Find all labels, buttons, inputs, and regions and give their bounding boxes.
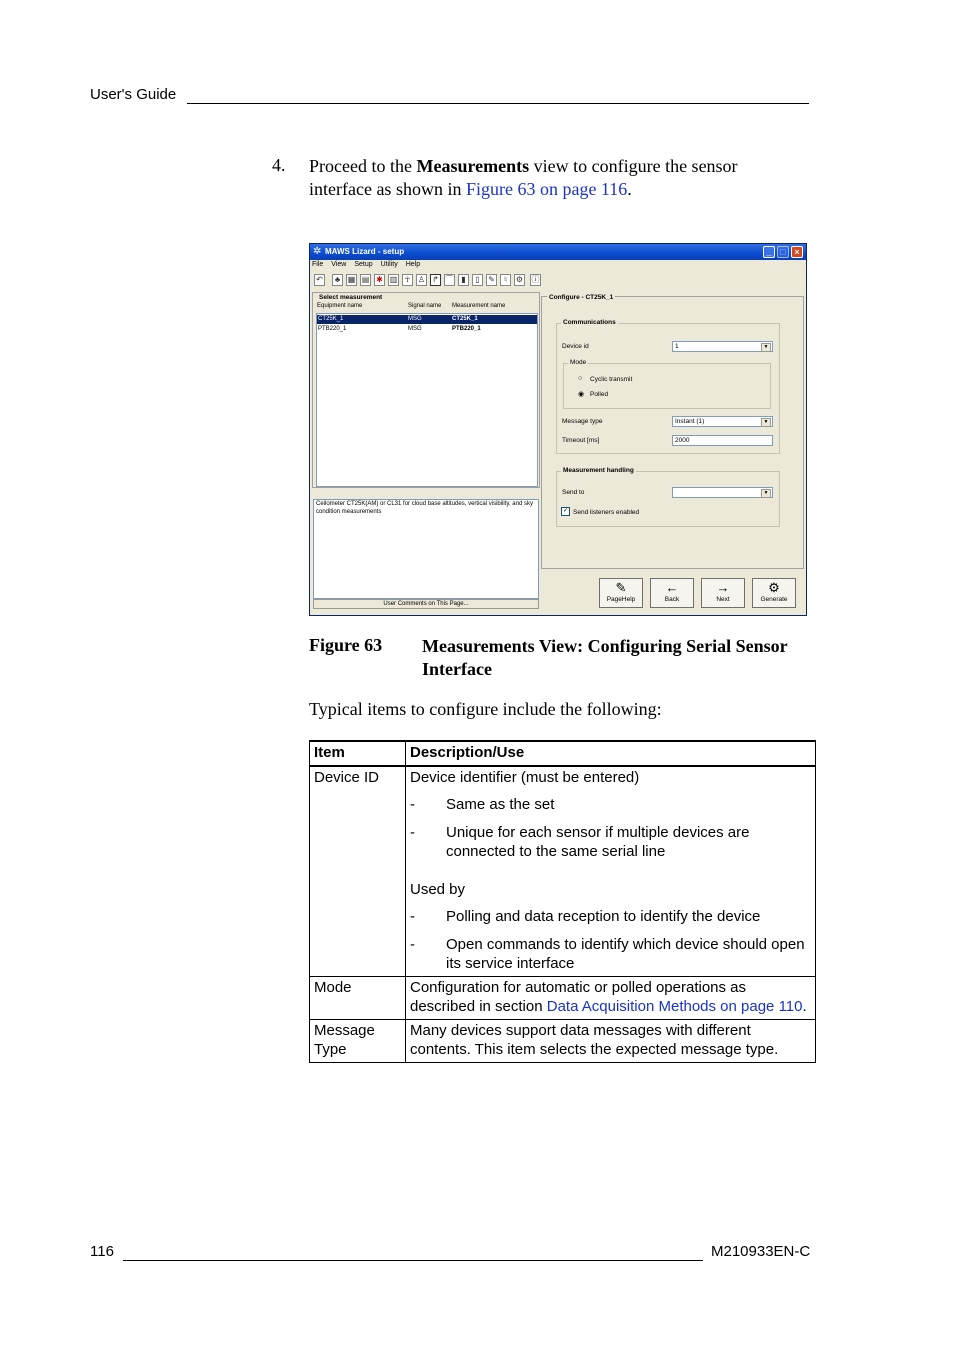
send-to-select[interactable]: [672, 487, 773, 498]
select-measurement-title: Select measurement: [319, 294, 383, 301]
undo-icon[interactable]: ↶: [314, 274, 325, 286]
menu-utility[interactable]: Utility: [380, 261, 398, 268]
header-item: Item: [310, 741, 406, 766]
running-header: User's Guide: [90, 86, 177, 103]
communications-title: Communications: [563, 319, 616, 326]
send-to-label: Send to: [562, 489, 585, 496]
bars-icon[interactable]: ▮: [458, 274, 469, 286]
chevron-down-icon: ▼: [761, 343, 771, 352]
close-icon[interactable]: ×: [791, 246, 803, 258]
list-icon[interactable]: ▤: [361, 275, 370, 284]
table-row: [310, 1019, 816, 1062]
arrow-right-icon: →: [716, 580, 730, 595]
bullet-text: Same as the set: [446, 796, 555, 813]
row-measurement: PTB220_1: [452, 326, 481, 332]
maximize-icon[interactable]: □: [777, 246, 789, 258]
row-signal: MSG: [408, 326, 422, 332]
item-message-type: Message Type: [310, 1019, 406, 1062]
mode-title: Mode: [570, 359, 587, 366]
figure-title: Measurements View: Configuring Serial Sensor Interface: [422, 636, 788, 679]
table-row: [310, 976, 816, 1019]
grid-icon[interactable]: ▦: [347, 275, 356, 284]
measurement-list[interactable]: [316, 313, 538, 487]
row-equipment: CT25K_1: [318, 316, 344, 322]
document-code: M210933EN-C: [711, 1243, 811, 1260]
row-signal: MSG: [408, 316, 422, 322]
data-acquisition-link[interactable]: Data Acquisition Methods on page 110: [546, 998, 803, 1015]
table-row: [310, 766, 816, 977]
device-id-label: Device id: [562, 343, 589, 350]
col-signal-name[interactable]: Signal name: [408, 303, 442, 309]
back-button[interactable]: [650, 578, 694, 608]
description-mode: [406, 976, 816, 1019]
mode-option-cyclic: Cyclic transmit: [590, 376, 633, 383]
minimize-icon[interactable]: _: [763, 246, 775, 258]
step-number: 4.: [272, 155, 286, 175]
page-help-button[interactable]: [599, 578, 643, 608]
menu-bar: [312, 261, 428, 272]
next-button[interactable]: [701, 578, 745, 608]
timeout-input[interactable]: [672, 435, 773, 446]
generate-label: Generate: [760, 596, 788, 603]
device-id-select[interactable]: [672, 341, 773, 352]
menu-view[interactable]: View: [331, 261, 347, 268]
chevron-down-icon: ▼: [761, 489, 771, 498]
header-description: Description/Use: [406, 741, 816, 766]
list-item: - Same as the set: [410, 796, 555, 813]
message-type-value: Instant (1): [675, 418, 705, 425]
item-device-id: Device ID: [310, 766, 406, 977]
title-bar: [310, 244, 806, 260]
measurements-icon[interactable]: ↱: [430, 274, 441, 286]
figure-icon[interactable]: ♙: [417, 275, 426, 284]
configure-title: Configure - CT25K_1: [549, 294, 614, 301]
mode-text: Configuration for automatic or polled operations as described in section: [410, 978, 747, 1015]
list-item: - Polling and data reception to identify the device: [410, 908, 761, 925]
radio-cyclic-icon[interactable]: ○: [578, 375, 583, 382]
description-text: Ceilometer CT25K(AM) or CL31 for cloud base altitudes, vertical visibility, and sky condition measurements: [316, 501, 533, 515]
message-type-select[interactable]: [672, 416, 773, 427]
info-icon[interactable]: ⓘ: [531, 275, 540, 284]
table-header-row: [310, 741, 816, 766]
toolbar: [312, 274, 806, 290]
configuration-items-table: [309, 740, 816, 1063]
radio-polled-icon[interactable]: ◉: [578, 391, 585, 398]
mode-option-polled: Polled: [590, 391, 609, 398]
bell-icon[interactable]: ♮: [500, 274, 511, 286]
step-text-part: view to configure the sensor interface as shown in: [309, 156, 738, 199]
back-label: Back: [664, 596, 680, 603]
checkbox-checked-icon[interactable]: ✓: [562, 508, 569, 514]
menu-file[interactable]: File: [312, 261, 324, 268]
footer-rule: [123, 1260, 703, 1261]
page-number: 116: [90, 1243, 114, 1260]
col-measurement-name[interactable]: Measurement name: [452, 303, 506, 309]
person-icon[interactable]: ☥: [402, 274, 413, 286]
timeout-value: 2000: [675, 437, 690, 444]
arrow-left-icon: ←: [665, 580, 679, 595]
page-icon[interactable]: ▯: [472, 274, 483, 286]
step-text-part: Proceed to the: [309, 156, 417, 176]
description-box[interactable]: [313, 499, 539, 599]
intro-paragraph: Typical items to configure include the following:: [309, 699, 662, 719]
measurement-handling-title: Measurement handling: [563, 467, 634, 474]
menu-setup[interactable]: Setup: [354, 261, 373, 268]
app-window-screenshot: [309, 243, 807, 616]
communications-group: [556, 319, 780, 454]
curve-icon[interactable]: ⌒: [445, 275, 454, 284]
chevron-down-icon: ▼: [761, 418, 771, 427]
list-item: - Open commands to identify which device should open its service interface: [410, 935, 811, 974]
measurement-table-header: [316, 303, 537, 313]
used-by-label: Used by: [410, 880, 466, 898]
user-comments-button[interactable]: User Comments on This Page...: [313, 599, 539, 609]
message-type-label: Message type: [562, 418, 603, 425]
figure-link[interactable]: Figure 63 on page 116: [465, 179, 628, 199]
help-book-icon: ✎: [615, 580, 627, 595]
description-message-type: Many devices support data messages with different contents. This item selects the expected message type.: [406, 1019, 816, 1062]
configure-panel: [541, 296, 804, 569]
item-mode: Mode: [310, 976, 406, 1019]
table-row[interactable]: [317, 325, 537, 334]
bullet-text: Open commands to identify which device should open its service interface: [446, 935, 805, 972]
step-bold-term: Measurements: [416, 156, 530, 176]
step-text-part: .: [627, 179, 632, 199]
tree-icon[interactable]: ♣: [332, 274, 343, 286]
mode-text-end: .: [802, 998, 807, 1015]
select-measurement-panel: [312, 292, 540, 488]
description-device-id: [406, 766, 816, 977]
gears-icon: ⚙: [768, 580, 780, 595]
sensor-icon[interactable]: ✱: [374, 274, 385, 286]
page-help-label: PageHelp: [606, 596, 636, 603]
pen-icon[interactable]: ✎: [486, 274, 497, 286]
next-label: Next: [716, 596, 730, 603]
row-measurement: CT25K_1: [452, 316, 478, 322]
menu-help[interactable]: Help: [405, 261, 421, 268]
figure-label: Figure 63: [309, 635, 383, 655]
device-id-value: 1: [675, 343, 679, 350]
header-rule: [187, 103, 809, 104]
lizard-app-icon: ✲: [313, 246, 322, 257]
table-row[interactable]: [317, 315, 537, 324]
table-icon[interactable]: ▥: [389, 275, 398, 284]
col-equipment-name[interactable]: Equipment name: [317, 303, 363, 309]
device-id-lead: Device identifier (must be entered): [410, 768, 640, 786]
window-title: MAWS Lizard - setup: [325, 247, 405, 256]
settings-icon[interactable]: ⚙: [515, 275, 524, 284]
bullet-text: Unique for each sensor if multiple devices are connected to the same serial line: [446, 823, 750, 860]
row-equipment: PTB220_1: [318, 326, 347, 332]
mode-group: [563, 359, 771, 409]
timeout-label: Timeout [ms]: [562, 437, 600, 444]
generate-button[interactable]: [752, 578, 796, 608]
bullet-text: Polling and data reception to identify the device: [446, 908, 761, 925]
send-listeners-label: Send listeners enabled: [573, 509, 640, 516]
list-item: - Unique for each sensor if multiple devices are connected to the same serial line: [410, 823, 811, 862]
step-text: [309, 155, 789, 201]
measurement-handling-group: [556, 467, 780, 527]
